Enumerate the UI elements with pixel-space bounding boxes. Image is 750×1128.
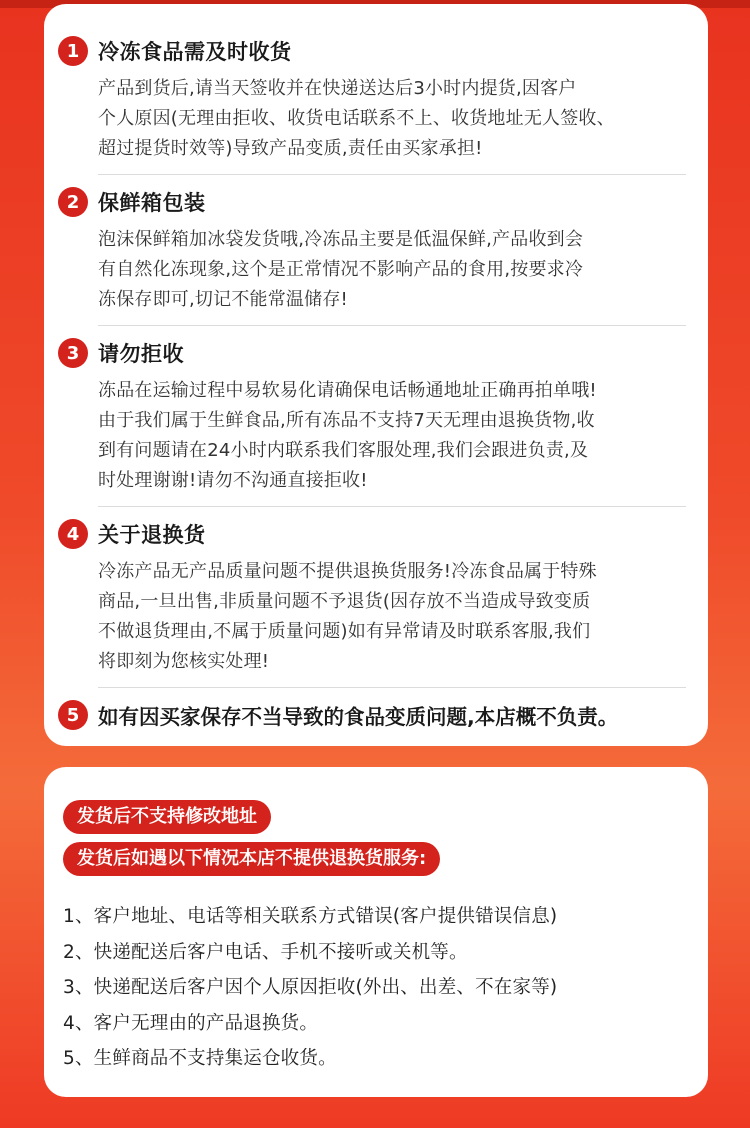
list-item: 1、客户地址、电话等相关联系方式错误(客户提供错误信息) [63,906,558,927]
section-title: 关于退换货 [98,523,206,547]
list-item: 4、客户无理由的产品退换货。 [63,1012,319,1034]
number-badge: 3 [58,338,88,368]
divider [98,325,686,326]
list-item: 3、快递配送后客户因个人原因拒收(外出、出差、不在家等) [63,977,558,998]
list-item: 2、快递配送后客户电话、手机不接听或关机等。 [63,941,468,963]
section-title: 保鲜箱包装 [98,191,206,215]
list-item: 5、生鲜商品不支持集运仓收货。 [63,1048,337,1069]
divider [98,506,686,507]
policy-section-2 [58,185,686,315]
body-line: 不做退货理由,不属于质量问题)如有异常请及时联系客服,我们 [98,621,591,642]
policy-card [44,4,708,746]
no-return-notice-card [44,767,708,1097]
body-line: 冷冻产品无产品质量问题不提供退换货服务!冷冻食品属于特殊 [98,561,597,582]
body-line: 泡沫保鲜箱加冰袋发货哦,冷冻品主要是低温保鲜,产品收到会 [98,229,584,250]
body-line: 到有问题请在24小时内联系我们客服处理,我们会跟进负责,及 [98,440,589,461]
body-line: 由于我们属于生鲜食品,所有冻品不支持7天无理由退换货物,收 [98,410,595,431]
number-badge: 1 [58,36,88,66]
number-badge: 4 [58,519,88,549]
section-body [98,376,686,496]
body-line: 冻品在运输过程中易软易化请确保电话畅通地址正确再拍单哦! [98,380,597,401]
divider [98,174,686,175]
section-body [98,225,686,315]
section-title: 冷冻食品需及时收货 [98,40,292,64]
policy-section-5 [58,698,686,732]
body-line: 时处理谢谢!请勿不沟通直接拒收! [98,470,368,491]
body-line: 超过提货时效等)导致产品变质,责任由买家承担! [98,138,483,159]
policy-section-4 [58,517,686,677]
policy-section-3 [58,336,686,496]
section-title: 如有因买家保存不当导致的食品变质问题,本店概不负责。 [98,705,619,729]
conditions-list [63,899,686,1077]
body-line: 个人原因(无理由拒收、收货电话联系不上、收货地址无人签收、 [98,108,615,129]
divider [98,687,686,688]
number-badge: 5 [58,700,88,730]
number-badge: 2 [58,187,88,217]
no-return-conditions-badge: 发货后如遇以下情况本店不提供退换货服务: [63,842,440,876]
policy-section-1 [58,34,686,164]
body-line: 将即刻为您核实处理! [98,651,270,672]
section-body [98,557,686,677]
body-line: 商品,一旦出售,非质量问题不予退货(因存放不当造成导致变质 [98,591,591,612]
body-line: 冻保存即可,切记不能常温储存! [98,289,348,310]
section-title: 请勿拒收 [98,342,184,366]
body-line: 有自然化冻现象,这个是正常情况不影响产品的食用,按要求冷 [98,259,584,280]
section-body [98,74,686,164]
no-address-change-badge: 发货后不支持修改地址 [63,800,271,834]
body-line: 产品到货后,请当天签收并在快递送达后3小时内提货,因客户 [98,78,577,99]
